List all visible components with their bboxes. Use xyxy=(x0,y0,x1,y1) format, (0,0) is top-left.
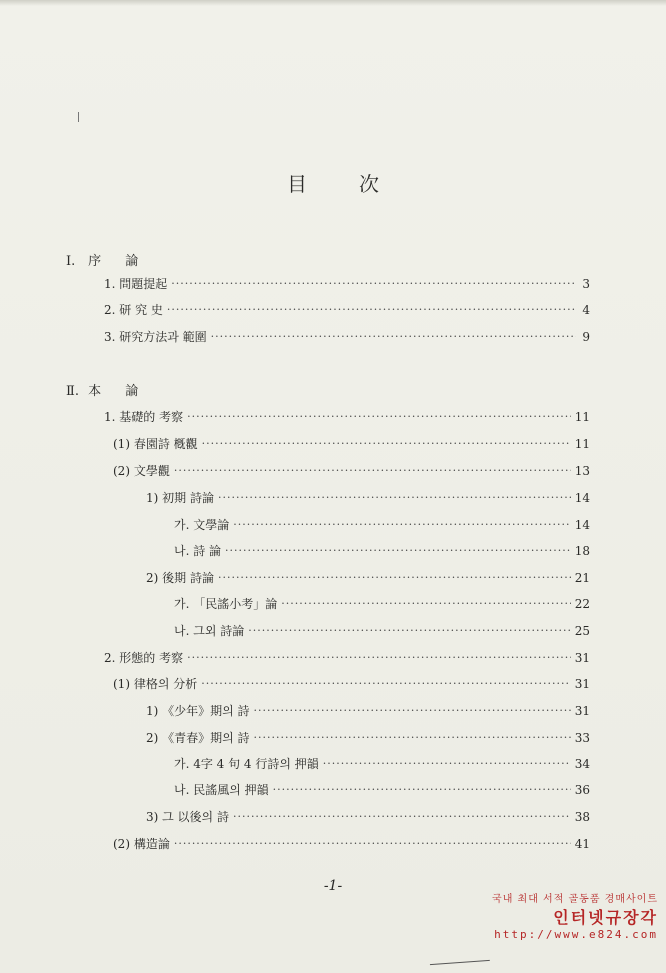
toc-entry xyxy=(113,436,590,452)
leader-dots xyxy=(281,596,570,612)
toc-entry xyxy=(146,809,590,825)
toc-entry xyxy=(146,570,590,586)
toc-entry-label: (1) 春園詩 槪觀 xyxy=(113,437,198,451)
toc-entry-label: 가. 4字 4 句 4 行詩의 押韻 xyxy=(174,757,319,771)
toc-entry-page: 14 xyxy=(574,491,590,505)
title-char-2: 次 xyxy=(359,172,379,196)
toc-entry-label: 가. 「民謠小考」論 xyxy=(174,597,278,611)
leader-dots xyxy=(273,782,571,798)
toc-entry-label: 1. 問題提起 xyxy=(104,277,168,291)
title-char-1: 目 xyxy=(287,172,307,196)
toc-entry xyxy=(113,836,590,852)
toc-entry xyxy=(146,703,590,719)
leader-dots xyxy=(171,276,576,292)
handwritten-mark xyxy=(430,960,490,969)
leader-dots xyxy=(225,543,571,559)
toc-entry xyxy=(174,517,590,533)
toc-entry xyxy=(146,730,590,746)
section-heading-2 xyxy=(66,380,138,399)
section-word-2: 論 xyxy=(125,254,139,269)
leader-dots xyxy=(211,329,576,345)
toc-entry xyxy=(174,543,590,559)
section-word-2: 論 xyxy=(125,384,139,399)
leader-dots xyxy=(233,809,571,825)
toc-entry-page: 38 xyxy=(574,810,590,824)
toc-entry-page: 33 xyxy=(574,731,590,745)
toc-entry-label: 1. 基礎的 考察 xyxy=(104,410,184,424)
toc-entry-page: 9 xyxy=(582,330,590,344)
toc-entry-label: 1) 《少年》期의 詩 xyxy=(146,704,250,718)
toc-entry-label: 나. 民謠風의 押韻 xyxy=(174,783,269,797)
leader-dots xyxy=(167,302,576,318)
leader-dots xyxy=(323,756,571,772)
toc-entry-label: (2) 文學觀 xyxy=(113,464,170,478)
toc-entry-label: 2) 後期 詩論 xyxy=(146,571,214,585)
toc-entry-label: 2. 研 究 史 xyxy=(104,303,163,317)
leader-dots xyxy=(254,703,571,719)
leader-dots xyxy=(174,836,571,852)
section-word-1: 序 xyxy=(88,254,102,269)
watermark-tagline: 국내 최대 서적 골동품 경매사이트 xyxy=(492,894,658,905)
leader-dots xyxy=(202,436,571,452)
toc-entry-page: 11 xyxy=(574,437,590,451)
leader-dots xyxy=(218,570,571,586)
toc-entry xyxy=(113,676,590,692)
leader-dots xyxy=(218,490,571,506)
toc-entry-page: 41 xyxy=(574,837,590,851)
section-heading-1 xyxy=(66,250,138,269)
toc-entry-label: 3) 그 以後의 詩 xyxy=(146,810,229,824)
toc-entry xyxy=(174,623,590,639)
toc-entry xyxy=(104,276,590,292)
leader-dots xyxy=(248,623,570,639)
toc-entry-label: 2. 形態的 考察 xyxy=(104,651,184,665)
toc-entry-page: 3 xyxy=(582,277,590,291)
toc-entry-page: 13 xyxy=(574,464,590,478)
leader-dots xyxy=(201,676,570,692)
toc-entry-page: 18 xyxy=(574,544,590,558)
page-edge-shadow xyxy=(0,0,666,6)
section-number: Ⅱ. xyxy=(66,384,79,399)
toc-entry-label: 나. 詩 論 xyxy=(174,544,222,558)
watermark-brand: 인터넷규장각 xyxy=(553,908,658,927)
leader-dots xyxy=(254,730,571,746)
leader-dots xyxy=(187,650,571,666)
leader-dots xyxy=(233,517,570,533)
section-number: Ⅰ. xyxy=(66,254,76,269)
watermark xyxy=(492,890,658,941)
toc-entry xyxy=(174,782,590,798)
watermark-url: http://www.e824.com xyxy=(494,928,658,941)
stray-mark xyxy=(78,112,79,122)
toc-entry-page: 31 xyxy=(574,651,590,665)
toc-entry-page: 36 xyxy=(574,783,590,797)
toc-entry-page: 22 xyxy=(574,597,590,611)
leader-dots xyxy=(187,409,571,425)
section-word-1: 本 xyxy=(88,384,102,399)
toc-entry-page: 14 xyxy=(574,518,590,532)
toc-entry-label: 나. 그외 詩論 xyxy=(174,624,245,638)
toc-entry xyxy=(113,463,590,479)
toc-entry-page: 31 xyxy=(574,677,590,691)
toc-entry-label: (2) 構造論 xyxy=(113,837,170,851)
toc-entry-label: 2) 《青春》期의 詩 xyxy=(146,731,250,745)
toc-entry-page: 31 xyxy=(574,704,590,718)
toc-entry xyxy=(174,596,590,612)
toc-entry xyxy=(104,650,590,666)
toc-entry xyxy=(146,490,590,506)
toc-entry xyxy=(104,302,590,318)
toc-entry-page: 21 xyxy=(574,571,590,585)
toc-entry-label: 1) 初期 詩論 xyxy=(146,491,214,505)
page-number: -1- xyxy=(323,878,343,894)
toc-entry-page: 4 xyxy=(582,303,590,317)
page-title xyxy=(0,168,666,197)
toc-entry xyxy=(174,756,590,772)
toc-entry-page: 34 xyxy=(574,757,590,771)
toc-entry-label: (1) 律格의 分析 xyxy=(113,677,198,691)
toc-entry xyxy=(104,409,590,425)
toc-entry-label: 가. 文學論 xyxy=(174,518,230,532)
toc-entry-label: 3. 研究方法과 範圍 xyxy=(104,330,207,344)
toc-entry-page: 25 xyxy=(574,624,590,638)
leader-dots xyxy=(174,463,571,479)
toc-entry-page: 11 xyxy=(574,410,590,424)
toc-entry xyxy=(104,329,590,345)
